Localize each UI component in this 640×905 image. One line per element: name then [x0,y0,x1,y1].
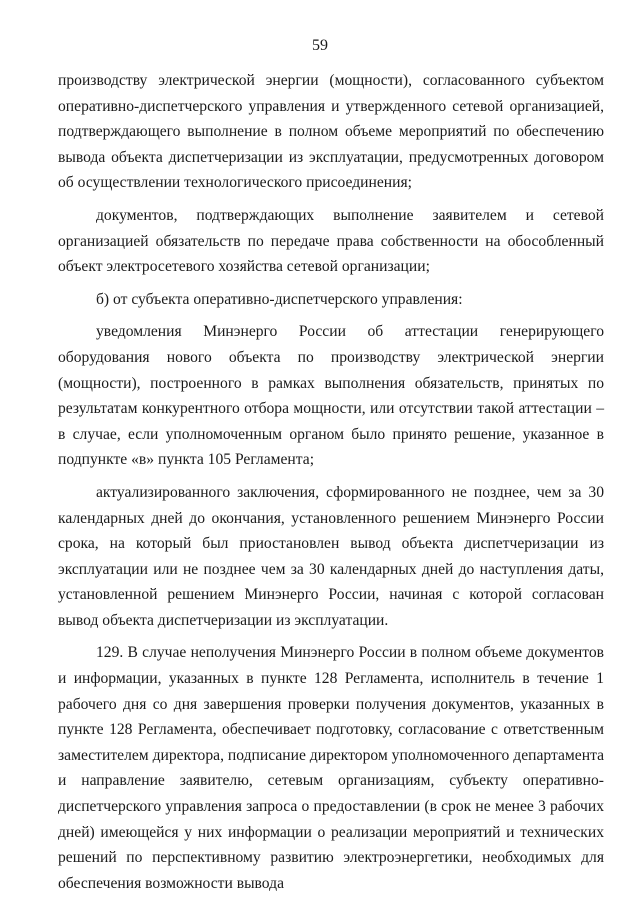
paragraph-updated-conclusion: актуализированного заключения, сформированного не позднее, чем за 30 календарных дней до окончания, установленного решением Минэнерго России срока, на который был приостановлен вывод объекта диспетчеризации из эксплуатации или не позднее чем за 30 календарных дней до наступления даты, установленной решением Минэнерго России, начиная с которой согласован вывод объекта диспетчеризации из эксплуатации. [58,483,604,629]
page-number: 59 [312,37,328,54]
paragraph-subitem-b: б) от субъекта оперативно-диспетчерского управления: [96,290,463,308]
paragraph-item-129: 129. В случае неполучения Минэнерго России в полном объеме документов и информации, указанных в пункте 128 Регламента, исполнитель в течение 1 рабочего дня со дня завершения проверки получения документов, указанных в пункте 128 Регламента, обеспечивает подготовку, согласование с ответственным заместителем директора, подписание директором уполномоченного департамента и направление заявителю, сетевым организациям, субъекту оперативно-диспетчерского управления запроса о предоставлении (в срок не менее 3 рабочих дней) имеющейся у них информации о реализации мероприятий и технических решений по перспективному развитию электроэнергетики, необходимых для обеспечения возможности вывода [58,644,604,892]
paragraph-documents-obligations: документов, подтверждающих выполнение заявителем и сетевой организацией обязательств по передаче права собственности на обособленный объект электросетевого хозяйства сетевой организации; [58,206,604,276]
paragraph-continuation: производству электрической энергии (мощности), согласованного субъектом оперативно-диспетчерского управления и утвержденного сетевой организацией, подтверждающего выполнение в полном объеме мероприятий по обеспечению вывода объекта диспетчеризации из эксплуатации, предусмотренных договором об осуществлении технологического присоединения; [58,72,604,192]
document-body [58,68,604,903]
paragraph-attestation-notice: уведомления Минэнерго России об аттестации генерирующего оборудования нового объекта по производству электрической энергии (мощности), построенного в рамках выполнения обязательств, принятых по результатам конкурентного отбора мощности, или отсутствии такой аттестации – в случае, если уполномоченным органом было принято решение, указанное в подпункте «в» пункта 105 Регламента; [58,323,604,469]
